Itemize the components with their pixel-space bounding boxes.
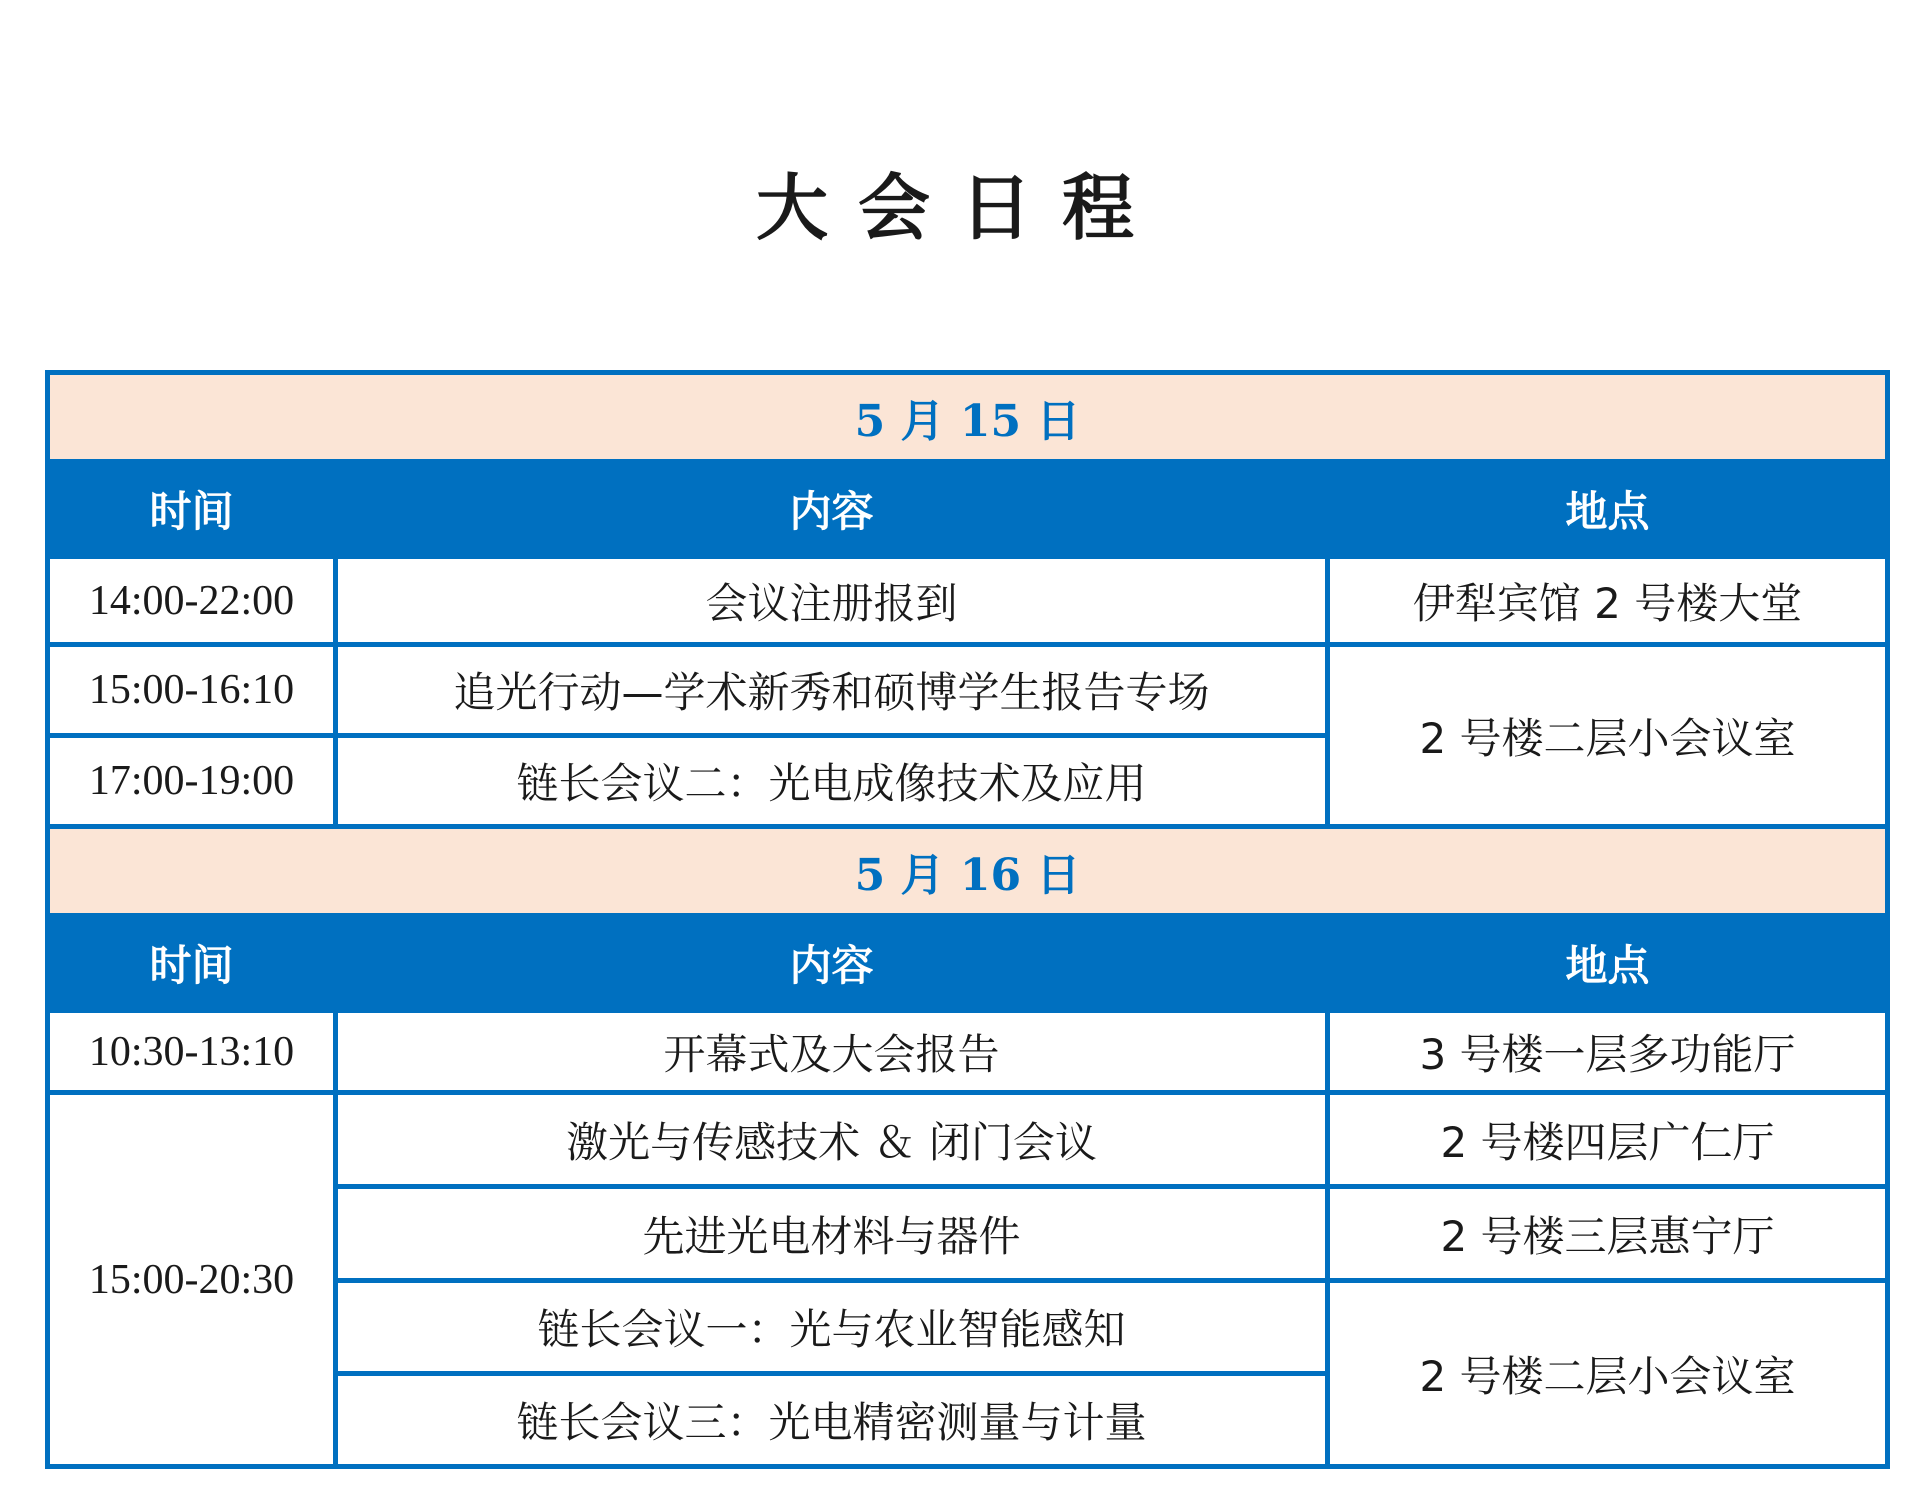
content-cell: 先进光电材料与器件	[336, 1187, 1328, 1281]
location-cell: 2 号楼三层惠宁厅	[1328, 1187, 1888, 1281]
table-row	[48, 557, 1888, 645]
content-cell: 开幕式及大会报告	[336, 1011, 1328, 1093]
header-location: 地点	[1328, 462, 1888, 557]
header-content: 内容	[336, 462, 1328, 557]
column-header-row	[48, 462, 1888, 557]
content-cell: 链长会议二：光电成像技术及应用	[336, 736, 1328, 827]
content-cell: 链长会议一：光与农业智能感知	[336, 1281, 1328, 1374]
content-cell: 追光行动—学术新秀和硕博学生报告专场	[336, 645, 1328, 736]
column-header-row	[48, 916, 1888, 1011]
header-location: 地点	[1328, 916, 1888, 1011]
table-row	[48, 645, 1888, 736]
header-time: 时间	[48, 462, 336, 557]
header-content: 内容	[336, 916, 1328, 1011]
table-row	[48, 1011, 1888, 1093]
schedule-table	[45, 370, 1890, 1469]
location-cell: 3 号楼一层多功能厅	[1328, 1011, 1888, 1093]
content-cell: 会议注册报到	[336, 557, 1328, 645]
location-cell: 伊犁宾馆 2 号楼大堂	[1328, 557, 1888, 645]
date-header: 5 月 15 日	[48, 373, 1888, 462]
header-time: 时间	[48, 916, 336, 1011]
location-cell: 2 号楼二层小会议室	[1328, 1281, 1888, 1467]
time-cell: 14:00-22:00	[48, 557, 336, 645]
content-cell: 激光与传感技术 ＆ 闭门会议	[336, 1093, 1328, 1187]
table-row	[48, 1093, 1888, 1187]
time-cell: 10:30-13:10	[48, 1011, 336, 1093]
location-cell: 2 号楼四层广仁厅	[1328, 1093, 1888, 1187]
date-row	[48, 373, 1888, 462]
location-cell: 2 号楼二层小会议室	[1328, 645, 1888, 827]
date-header: 5 月 16 日	[48, 827, 1888, 916]
time-cell: 17:00-19:00	[48, 736, 336, 827]
date-row	[48, 827, 1888, 916]
page-title: 大会日程	[755, 165, 1164, 250]
time-cell: 15:00-20:30	[48, 1093, 336, 1467]
time-cell: 15:00-16:10	[48, 645, 336, 736]
content-cell: 链长会议三：光电精密测量与计量	[336, 1374, 1328, 1467]
